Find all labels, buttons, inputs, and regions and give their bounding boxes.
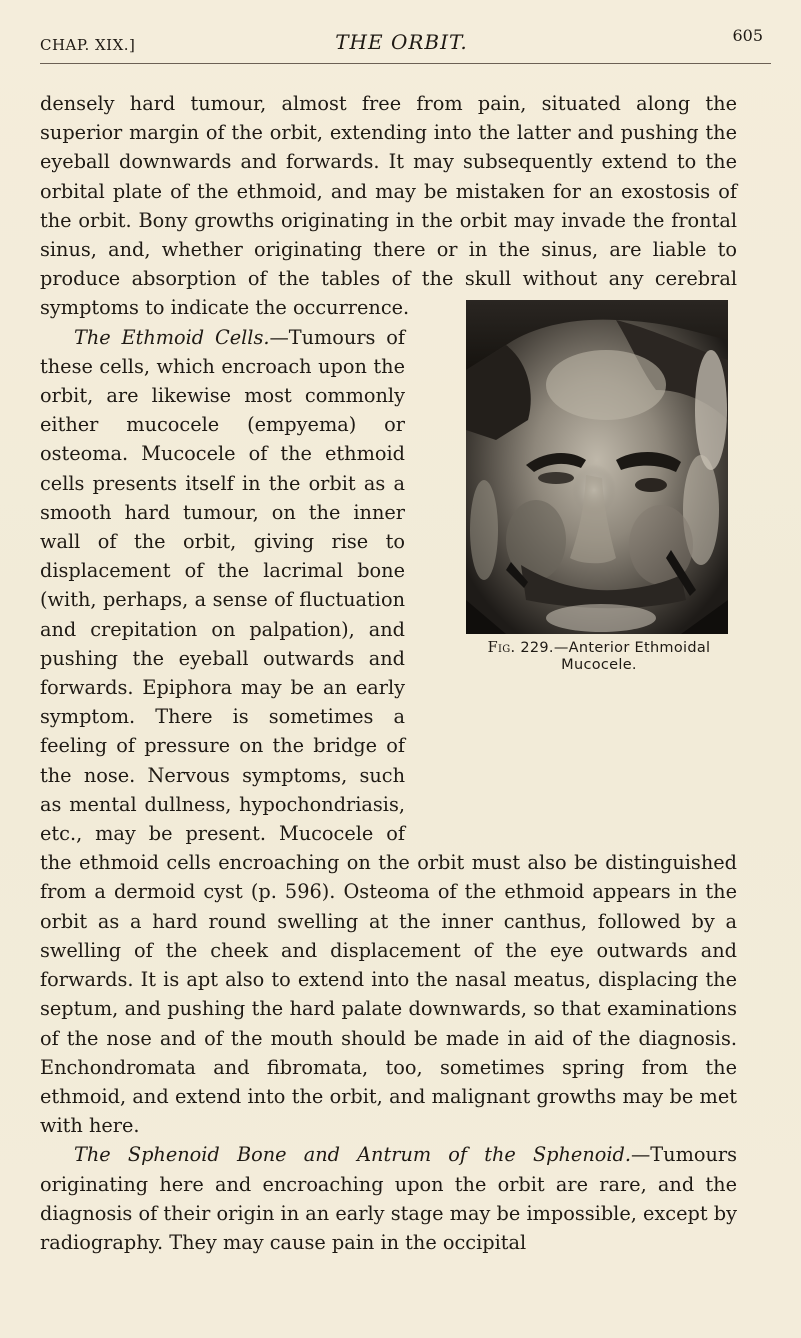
header-rule — [40, 63, 771, 64]
running-header — [40, 26, 763, 56]
paragraph-1 — [40, 89, 737, 323]
chapter-label: CHAP. XIX.] — [40, 36, 136, 54]
section-heading-sphenoid: The Sphenoid Bone and Antrum of the Sphenoid. — [74, 1143, 632, 1167]
figure-229 — [418, 300, 728, 700]
mucocele-photograph — [466, 300, 728, 634]
paragraph-3-text: —Tumours originating here and encroaching upon the orbit are rare, and the diagnosis of their origin in an early stage may be impossible, except by radiography. They may cause pain in the occipital — [40, 1143, 737, 1254]
page-number: 605 — [732, 26, 763, 45]
paragraph-3 — [40, 1140, 737, 1257]
paragraph-2-text: —Tumours of these cells, which encroach upon the orbit, are likewise most commonly either mucocele (empyema) or osteoma. Mucocele of the ethmoid cells presents itself in the orbit as a smooth hard tumour, on the inner wall of the orbit, giving rise to displacement of the lacrimal bone (with, perhaps, a sense of fluctuation and crepitation on palpation), and pushing the eyeball outwards and forwards. Epiphora may be an early symptom. There is sometimes a feeling of pressure on the bridge of the nose. Nervous symptoms, such as mental dullness, hypochondriasis, etc., may be present. Mucocele of the ethmoid cells encroaching on the orbit must also be distinguished from a dermoid cyst (p. 596). Osteoma of the ethmoid appears in the orbit as a hard round swelling at the inner canthus, followed by a swelling of the cheek and displacement of the eye outwards and forwards. It is apt also to extend into the nasal meatus, displacing the septum, and pushing the hard palate downwards, so that examinations of the nose and of the mouth should be made in aid of the diagnosis. Enchondromata and fibromata, too, sometimes spring from the ethmoid, and extend into the orbit, and malignant growths may be met with here. — [40, 325, 737, 1138]
figure-label: Fig. — [487, 640, 516, 656]
section-heading-ethmoid: The Ethmoid Cells. — [74, 325, 270, 349]
running-title: THE ORBIT. — [335, 30, 468, 54]
figure-caption — [464, 640, 734, 674]
paragraph-1-text: densely hard tumour, almost free from pain, situated along the superior margin of the orbit, extending into the latter and pushing the eyeball downwards and forwards. It may subsequently extend to the orbital plate of the ethmoid, and may be mistaken for an exostosis of the orbit. Bony growths originating in the orbit may invade the frontal sinus, and, whether originating there or in the sinus, are liable to produce absorption of the tables of the skull without any cerebral symptoms to indicate the occurrence. — [40, 92, 737, 320]
figure-caption-text: 229.—Anterior Ethmoidal Mucocele. — [520, 640, 711, 673]
